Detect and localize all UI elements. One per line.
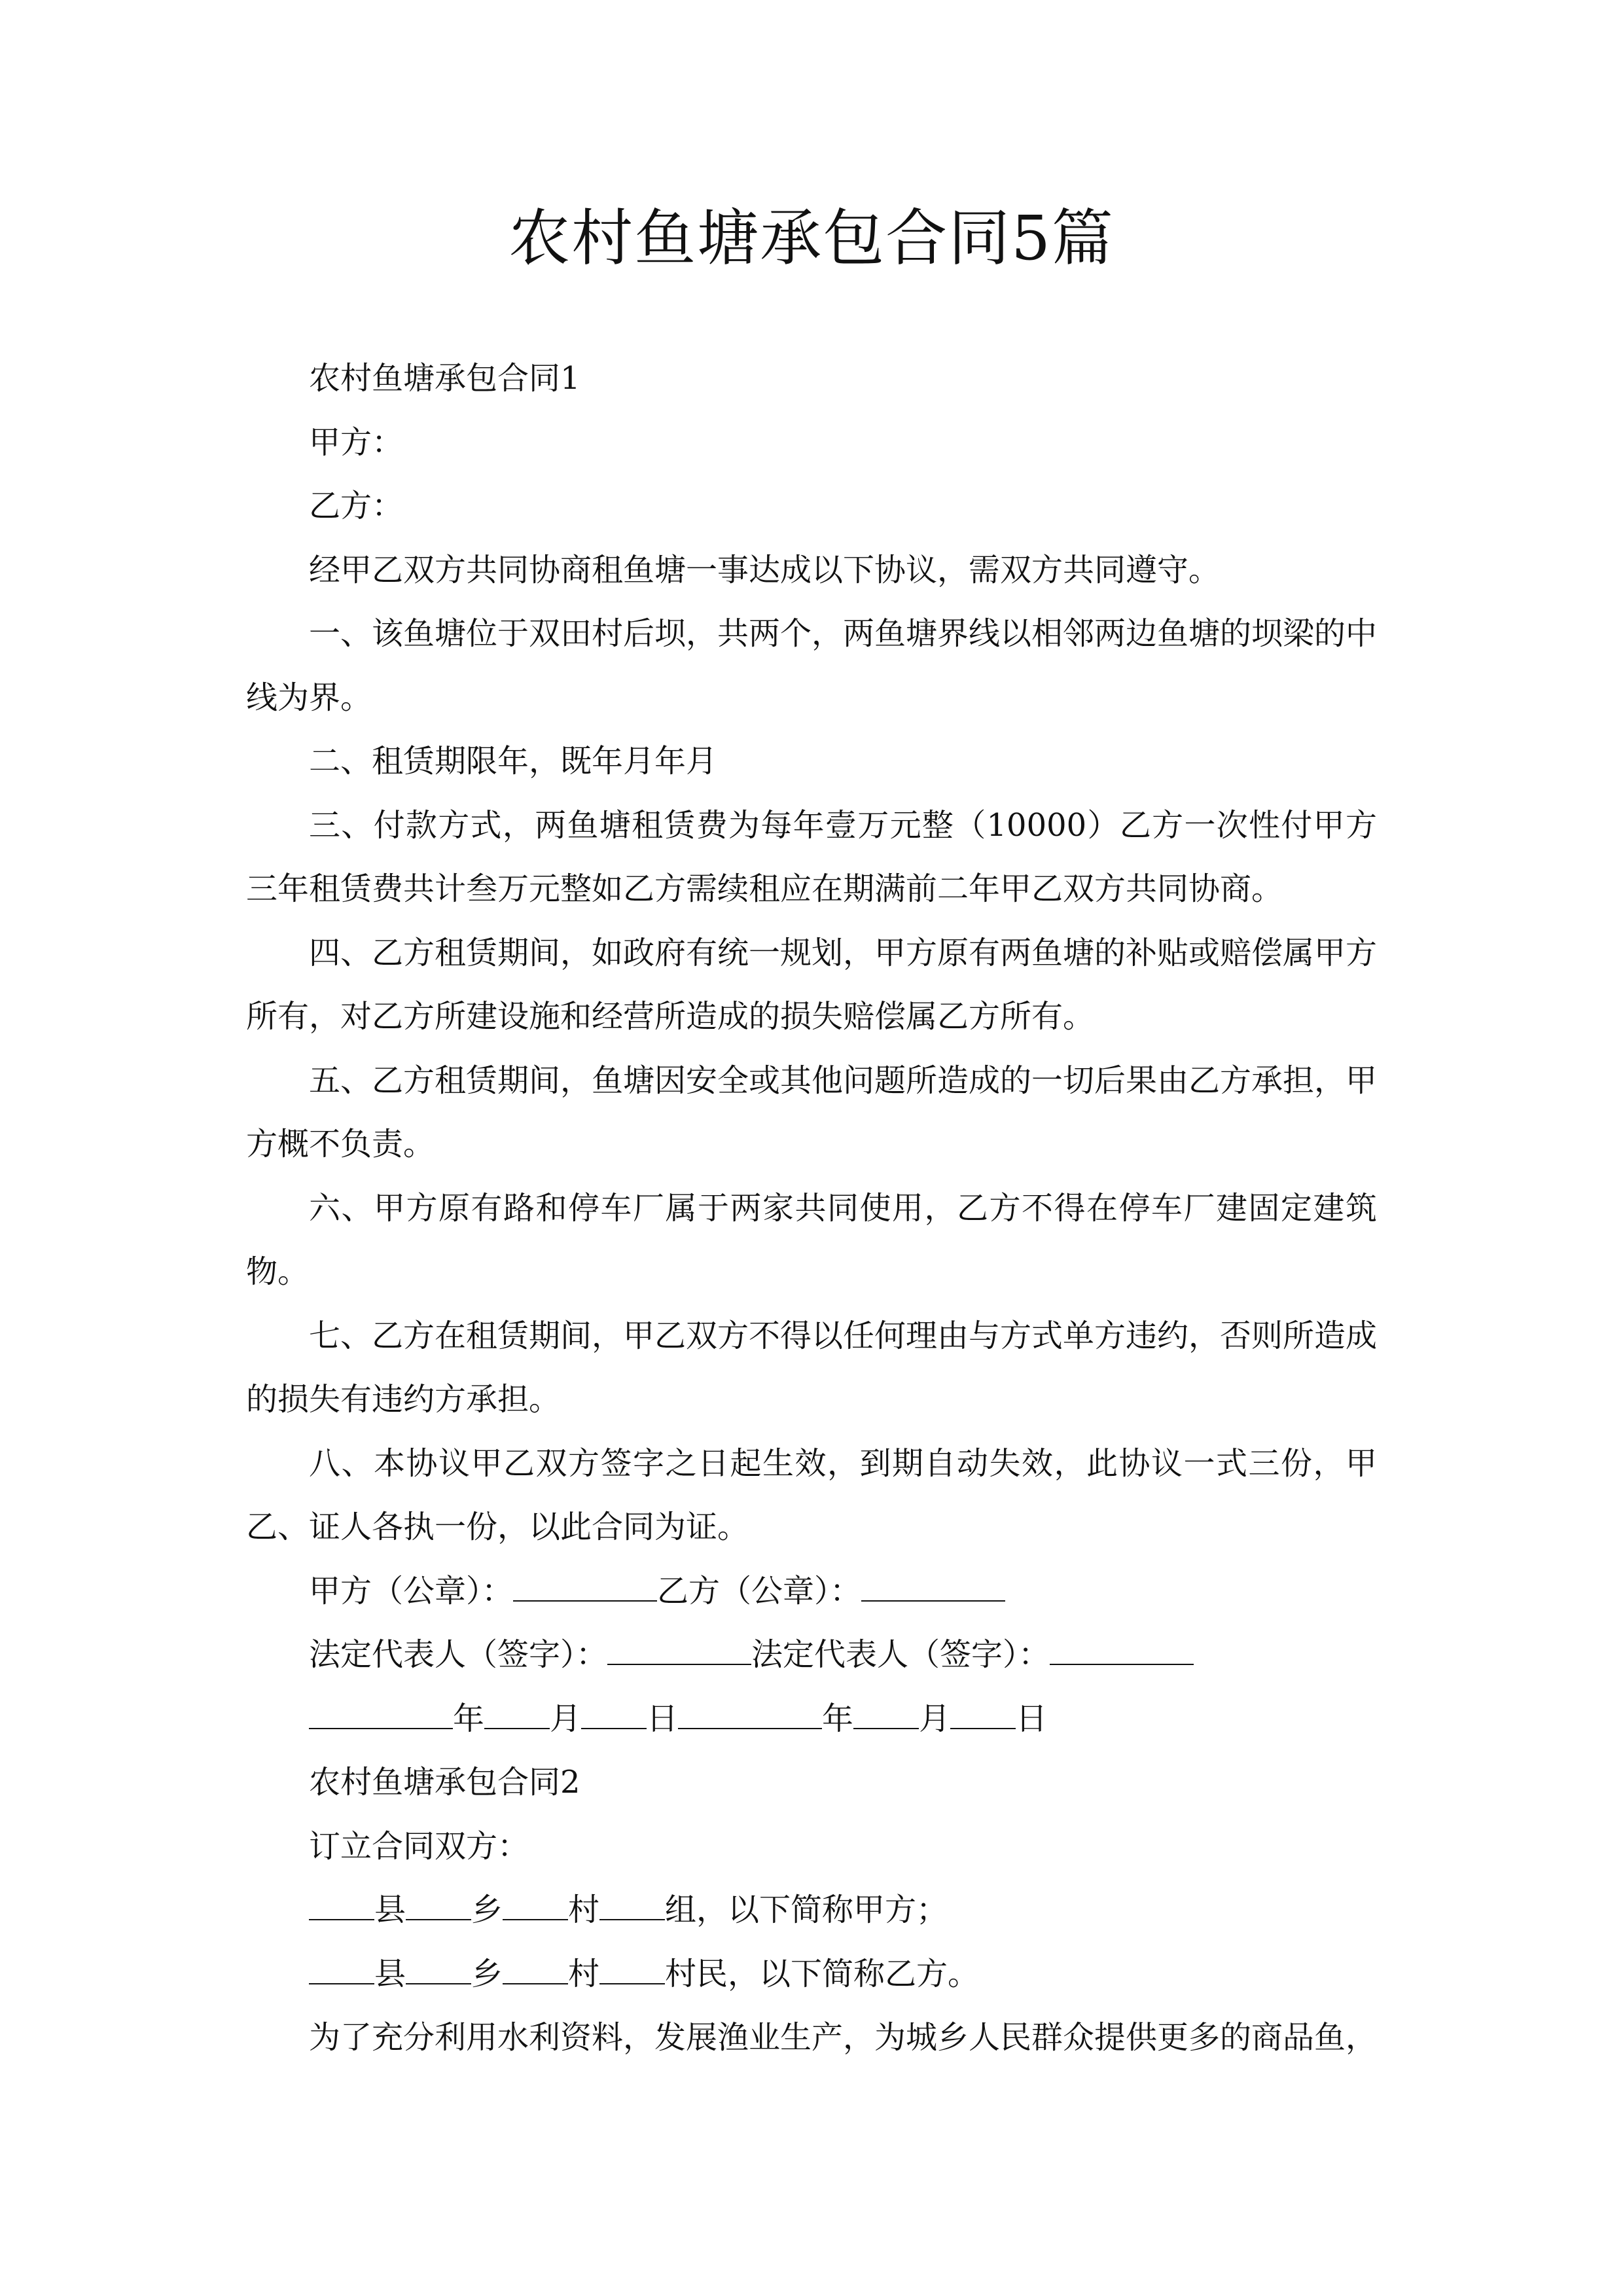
contract1-heading: 农村鱼塘承包合同1 (309, 360, 580, 397)
county-b-blank (309, 1953, 374, 1984)
party-a-line: 甲方： (309, 423, 404, 461)
village-b-blank (503, 1953, 568, 1984)
month-a-label: 月 (550, 1700, 582, 1737)
year-b-blank (678, 1698, 822, 1729)
clause-2: 二、租赁期限年，既年月年月 (309, 743, 718, 780)
rep-a-blank (607, 1634, 751, 1665)
sign-b-seal-blank (861, 1570, 1005, 1602)
county-a-label: 县 (374, 1892, 406, 1928)
clause-5: 五、乙方租赁期间，鱼塘因安全或其他问题所造成的一切后果由乙方承担，甲方概不负责。 (246, 1062, 1378, 1162)
village-a-blank (503, 1889, 568, 1920)
contract2-party-a-line (246, 1878, 1377, 1943)
village-b-label: 村 (568, 1955, 600, 1992)
month-b-label: 月 (919, 1700, 951, 1737)
clause-8: 八、本协议甲乙双方签字之日起生效，到期自动失效，此协议一式三份，甲乙、证人各执一份，以此合同为证。 (246, 1444, 1377, 1545)
contract2-heading: 农村鱼塘承包合同2 (309, 1764, 580, 1801)
day-a-label: 日 (647, 1700, 679, 1737)
contract2-party-b-line (246, 1943, 1377, 2007)
party-b-line: 乙方： (309, 488, 404, 524)
document-title: 农村鱼塘承包合同5篇 (508, 203, 1115, 274)
group-a-blank (599, 1889, 665, 1920)
county-a-blank (309, 1889, 374, 1920)
year-a-blank (309, 1698, 453, 1729)
month-b-blank (853, 1698, 919, 1729)
year-a-label: 年 (453, 1700, 485, 1737)
sign-a-seal-blank (513, 1570, 657, 1602)
contract1-intro: 经甲乙双方共同协商租鱼塘一事达成以下协议，需双方共同遵守。 (309, 551, 1221, 588)
clause-4: 四、乙方租赁期间，如政府有统一规划，甲方原有两鱼塘的补贴或赔偿属甲方所有，对乙方所建设施和经营所造成的损失赔偿属乙方所有。 (246, 934, 1378, 1035)
sign-a-seal-label: 甲方（公章）： (309, 1572, 514, 1609)
villager-b-blank (599, 1953, 665, 1984)
clause-7: 七、乙方在租赁期间，甲乙双方不得以任何理由与方式单方违约，否则所造成的损失有违约方承担。 (246, 1317, 1378, 1418)
village-a-label: 村 (568, 1892, 600, 1928)
clause-6: 六、甲方原有路和停车厂属于两家共同使用，乙方不得在停车厂建固定建筑物。 (246, 1189, 1377, 1290)
year-b-label: 年 (822, 1700, 854, 1737)
contract2-parties-label: 订立合同双方： (309, 1827, 529, 1865)
party-a-unit-label: 组，以下简称甲方； (665, 1892, 948, 1928)
sign-b-seal-label: 乙方（公章）： (657, 1572, 862, 1609)
rep-b-blank (1050, 1634, 1194, 1665)
clause-1: 一、该鱼塘位于双田村后坝，共两个，两鱼塘界线以相邻两边鱼塘的坝梁的中线为界。 (246, 615, 1378, 716)
county-b-label: 县 (374, 1955, 406, 1992)
day-a-blank (581, 1698, 647, 1729)
date-line (246, 1687, 1377, 1751)
rep-a-label: 法定代表人（签字）： (309, 1636, 608, 1673)
clause-3: 三、付款方式，两鱼塘租赁费为每年壹万元整（10000）乙方一次性付甲方三年租赁费共计叁万元整如乙方需续租应在期满前二年甲乙双方共同协商。 (246, 806, 1377, 907)
township-b-label: 乡 (471, 1955, 503, 1992)
seal-line (246, 1560, 1377, 1624)
township-b-blank (406, 1953, 471, 1984)
document-body (246, 347, 1377, 2070)
township-a-label: 乡 (471, 1892, 503, 1928)
rep-b-label: 法定代表人（签字）： (751, 1636, 1050, 1673)
month-a-blank (484, 1698, 550, 1729)
township-a-blank (406, 1889, 471, 1920)
contract2-intro: 为了充分利用水利资料，发展渔业生产，为城乡人民群众提供更多的商品鱼， (309, 2019, 1378, 2056)
day-b-label: 日 (1016, 1700, 1048, 1737)
day-b-blank (950, 1698, 1016, 1729)
representative-line (246, 1623, 1377, 1687)
party-b-unit-label: 村民，以下简称乙方。 (665, 1955, 980, 1992)
